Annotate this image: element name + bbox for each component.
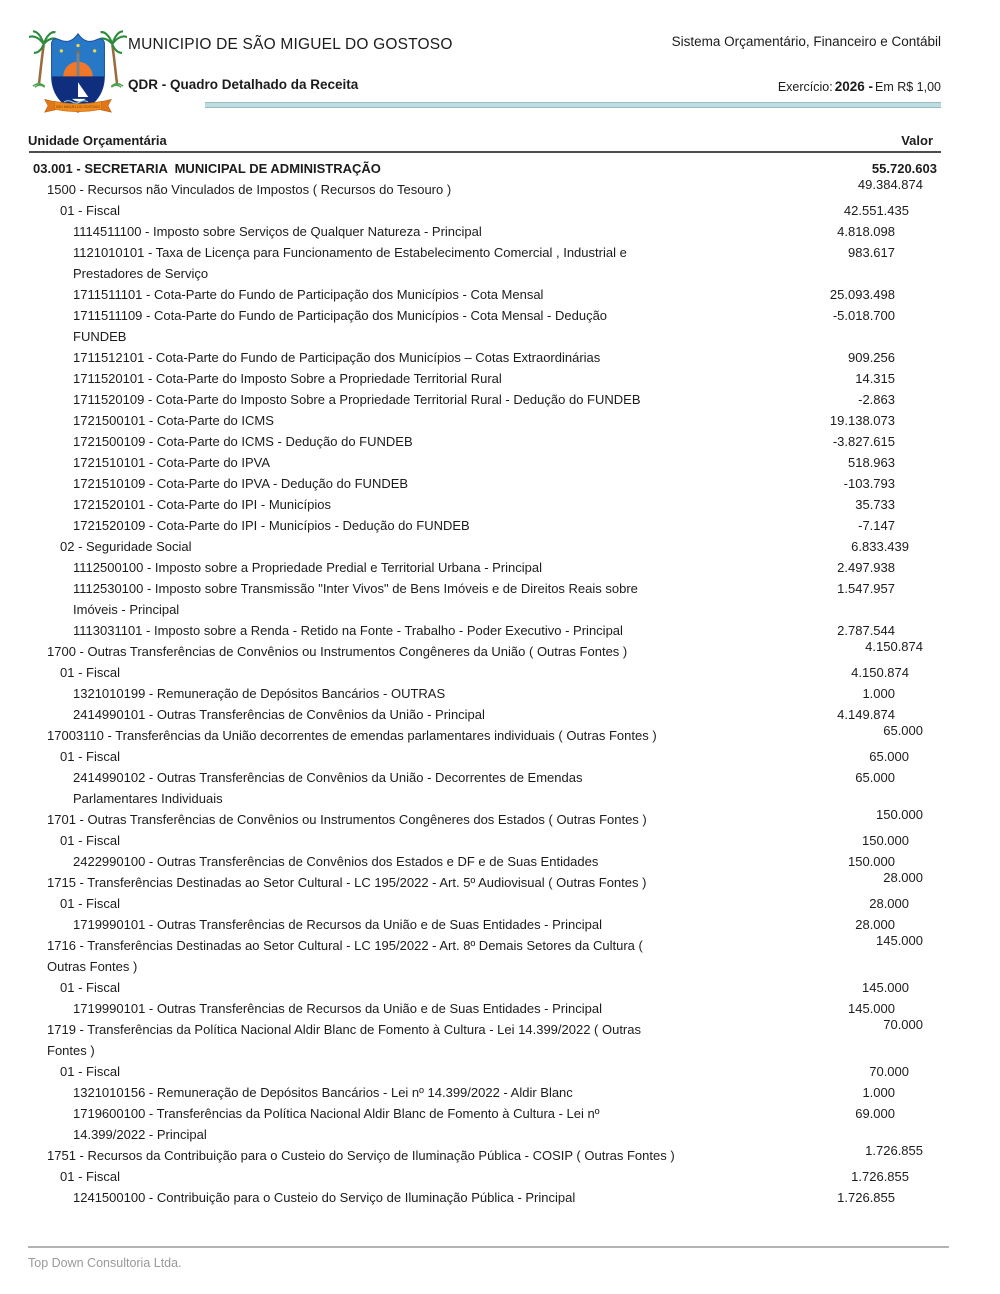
row-label bbox=[28, 452, 941, 473]
row-label bbox=[28, 347, 941, 368]
table-row bbox=[28, 1103, 941, 1145]
table-row bbox=[28, 935, 941, 977]
table-row bbox=[28, 767, 941, 809]
row-label-line1: 1321010156 - Remuneração de Depósitos Bancários - Lei nº 14.399/2022 - Aldir Blanc bbox=[73, 1085, 573, 1100]
row-label-line1: 1716 - Transferências Destinadas ao Setor Cultural - LC 195/2022 - Art. 8º Demais Setores da Cultura ( bbox=[47, 938, 643, 953]
column-header-value: Valor bbox=[901, 133, 933, 148]
table-row bbox=[28, 851, 941, 872]
row-label-line1: 1719990101 - Outras Transferências de Recursos da União e de Suas Entidades - Principal bbox=[73, 1001, 602, 1016]
row-label-line1: 1711512101 - Cota-Parte do Fundo de Participação dos Municípios – Cotas Extraordinárias bbox=[73, 350, 601, 365]
table-row bbox=[28, 557, 941, 578]
row-value: -5.018.700 bbox=[832, 308, 895, 323]
row-value: 19.138.073 bbox=[829, 413, 895, 428]
table-row bbox=[28, 494, 941, 515]
row-label bbox=[28, 662, 941, 683]
row-value: -103.793 bbox=[843, 476, 895, 491]
row-value: 4.150.874 bbox=[851, 665, 909, 680]
row-label-line1: 01 - Fiscal bbox=[60, 980, 120, 995]
row-label-line2: 14.399/2022 - Principal bbox=[73, 1127, 207, 1142]
table-row bbox=[28, 1187, 941, 1208]
row-label-line1: 1719990101 - Outras Transferências de Recursos da União e de Suas Entidades - Principal bbox=[73, 917, 602, 932]
table-row bbox=[28, 662, 941, 683]
row-label-line1: 1721500109 - Cota-Parte do ICMS - Dedução do FUNDEB bbox=[73, 434, 413, 449]
row-label-line1: 01 - Fiscal bbox=[60, 665, 120, 680]
row-label-line1: 01 - Fiscal bbox=[60, 203, 120, 218]
row-value: -7.147 bbox=[858, 518, 895, 533]
municipality-name: MUNICIPIO DE SÃO MIGUEL DO GOSTOSO bbox=[128, 36, 453, 53]
table-row bbox=[28, 1145, 941, 1166]
row-label bbox=[28, 893, 941, 914]
table-row bbox=[28, 641, 941, 662]
municipal-coat-of-arms-logo bbox=[29, 24, 127, 118]
table-row bbox=[28, 473, 941, 494]
row-value: 4.149.874 bbox=[837, 707, 895, 722]
row-value: 70.000 bbox=[883, 1017, 923, 1032]
table-row bbox=[28, 221, 941, 242]
system-name: Sistema Orçamentário, Financeiro e Contábil bbox=[671, 34, 941, 49]
footer-company: Top Down Consultoria Ltda. bbox=[28, 1256, 182, 1270]
column-header-unit: Unidade Orçamentária bbox=[28, 133, 167, 148]
row-value: 69.000 bbox=[855, 1106, 895, 1121]
row-value: 28.000 bbox=[869, 896, 909, 911]
row-label bbox=[28, 431, 941, 452]
row-label bbox=[28, 746, 941, 767]
row-label bbox=[28, 998, 941, 1019]
table-row bbox=[28, 242, 941, 284]
row-label-line2: Outras Fontes ) bbox=[47, 959, 138, 974]
row-value: 6.833.439 bbox=[851, 539, 909, 554]
row-label bbox=[28, 242, 941, 284]
table-row bbox=[28, 977, 941, 998]
row-label bbox=[28, 557, 941, 578]
row-label-line1: 1241500100 - Contribuição para o Custeio do Serviço de Iluminação Pública - Principal bbox=[73, 1190, 576, 1205]
row-label bbox=[28, 158, 941, 179]
row-value: 1.726.855 bbox=[865, 1143, 923, 1158]
table-row bbox=[28, 914, 941, 935]
row-label-line1: 1751 - Recursos da Contribuição para o Custeio do Serviço de Iluminação Pública - COSIP ( Outras Fontes ) bbox=[47, 1148, 675, 1163]
exercise-label: Exercício: bbox=[777, 80, 833, 94]
table-row bbox=[28, 893, 941, 914]
row-label bbox=[28, 284, 941, 305]
row-value: 909.256 bbox=[848, 350, 895, 365]
table-row bbox=[28, 305, 941, 347]
row-value: 150.000 bbox=[848, 854, 895, 869]
row-label bbox=[28, 389, 941, 410]
row-label-line1: 1719600100 - Transferências da Política Nacional Aldir Blanc de Fomento à Cultura - Lei nº bbox=[73, 1106, 600, 1121]
footer-rule bbox=[28, 1246, 949, 1248]
row-label bbox=[28, 1145, 941, 1166]
table-row bbox=[28, 809, 941, 830]
svg-text:SÃO MIGUEL DO GOSTOSO: SÃO MIGUEL DO GOSTOSO bbox=[55, 104, 101, 109]
row-label bbox=[28, 725, 941, 746]
row-value: 150.000 bbox=[876, 807, 923, 822]
row-label-line1: 1321010199 - Remuneração de Depósitos Bancários - OUTRAS bbox=[73, 686, 446, 701]
row-label bbox=[28, 1019, 941, 1061]
row-value: -3.827.615 bbox=[832, 434, 895, 449]
row-label bbox=[28, 536, 941, 557]
row-label-line1: 01 - Fiscal bbox=[60, 896, 120, 911]
row-value: 1.726.855 bbox=[851, 1169, 909, 1184]
exercise-line bbox=[778, 79, 941, 94]
row-label bbox=[28, 221, 941, 242]
row-value: 65.000 bbox=[855, 770, 895, 785]
row-label bbox=[28, 641, 941, 662]
row-label bbox=[28, 368, 941, 389]
row-label-line1: 1721500101 - Cota-Parte do ICMS bbox=[73, 413, 274, 428]
row-label-line1: 1113031101 - Imposto sobre a Renda - Retido na Fonte - Trabalho - Poder Executivo - Principal bbox=[73, 623, 623, 638]
table-row bbox=[28, 872, 941, 893]
row-label bbox=[28, 704, 941, 725]
table-row bbox=[28, 1061, 941, 1082]
table-row bbox=[28, 620, 941, 641]
row-value: 518.963 bbox=[848, 455, 895, 470]
row-label-line1: 1711511109 - Cota-Parte do Fundo de Participação dos Municípios - Cota Mensal - Dedução bbox=[73, 308, 608, 323]
row-value: 4.150.874 bbox=[865, 639, 923, 654]
row-label-line1: 02 - Seguridade Social bbox=[60, 539, 192, 554]
row-label bbox=[28, 1187, 941, 1208]
table-row bbox=[28, 1082, 941, 1103]
exercise-year: 2026 - bbox=[834, 79, 873, 94]
row-label bbox=[28, 683, 941, 704]
row-label bbox=[28, 914, 941, 935]
row-label bbox=[28, 410, 941, 431]
table-row bbox=[28, 158, 941, 179]
row-value: 55.720.603 bbox=[871, 161, 937, 176]
row-label-line1: 1711511101 - Cota-Parte do Fundo de Participação dos Municípios - Cota Mensal bbox=[73, 287, 544, 302]
row-value: 4.818.098 bbox=[837, 224, 895, 239]
row-value: 14.315 bbox=[855, 371, 895, 386]
row-label bbox=[28, 767, 941, 809]
table-row bbox=[28, 410, 941, 431]
row-label-line1: 17003110 - Transferências da União decorrentes de emendas parlamentares individuais ( Outras Fontes ) bbox=[47, 728, 657, 743]
row-label-line1: 01 - Fiscal bbox=[60, 749, 120, 764]
row-label bbox=[28, 809, 941, 830]
currency-note: Em R$ 1,00 bbox=[874, 80, 941, 94]
row-value: 35.733 bbox=[855, 497, 895, 512]
row-value: 49.384.874 bbox=[857, 177, 923, 192]
row-label bbox=[28, 935, 941, 977]
row-value: 145.000 bbox=[848, 1001, 895, 1016]
table-row bbox=[28, 431, 941, 452]
row-label bbox=[28, 620, 941, 641]
table-row bbox=[28, 179, 941, 200]
row-label-line2: Imóveis - Principal bbox=[73, 602, 180, 617]
row-label bbox=[28, 830, 941, 851]
row-label-line1: 01 - Fiscal bbox=[60, 1169, 120, 1184]
table-row bbox=[28, 452, 941, 473]
table-row bbox=[28, 368, 941, 389]
table-row bbox=[28, 998, 941, 1019]
row-label bbox=[28, 305, 941, 347]
row-label bbox=[28, 473, 941, 494]
row-label-line1: 1721520109 - Cota-Parte do IPI - Municípios - Dedução do FUNDEB bbox=[73, 518, 470, 533]
row-value: 25.093.498 bbox=[829, 287, 895, 302]
row-label-line2: Fontes ) bbox=[47, 1043, 95, 1058]
row-label bbox=[28, 179, 941, 200]
row-label bbox=[28, 872, 941, 893]
row-label-line1: 1700 - Outras Transferências de Convênios ou Instrumentos Congêneres da União ( Outras Fontes ) bbox=[47, 644, 628, 659]
row-label-line1: 1112530100 - Imposto sobre Transmissão "Inter Vivos" de Bens Imóveis e de Direitos Reais sobre bbox=[73, 581, 638, 596]
row-value: 150.000 bbox=[862, 833, 909, 848]
table-row bbox=[28, 725, 941, 746]
row-label-line1: 1721520101 - Cota-Parte do IPI - Municípios bbox=[73, 497, 331, 512]
table-row bbox=[28, 683, 941, 704]
row-value: 28.000 bbox=[883, 870, 923, 885]
row-label-line1: 1721510101 - Cota-Parte do IPVA bbox=[73, 455, 271, 470]
row-label bbox=[28, 515, 941, 536]
row-label-line1: 2414990101 - Outras Transferências de Convênios da União - Principal bbox=[73, 707, 485, 722]
row-label bbox=[28, 851, 941, 872]
table-row bbox=[28, 1019, 941, 1061]
row-value: 42.551.435 bbox=[843, 203, 909, 218]
table-header-rule bbox=[29, 151, 941, 153]
report-title: QDR - Quadro Detalhado da Receita bbox=[128, 77, 359, 92]
row-label-line1: 1721510109 - Cota-Parte do IPVA - Dedução do FUNDEB bbox=[73, 476, 409, 491]
row-label-line2: Parlamentares Individuais bbox=[73, 791, 223, 806]
row-value: 70.000 bbox=[869, 1064, 909, 1079]
row-label-line1: 1719 - Transferências da Política Nacional Aldir Blanc de Fomento à Cultura - Lei 14.399/2022 ( Outras bbox=[47, 1022, 641, 1037]
row-value: -2.863 bbox=[858, 392, 895, 407]
row-label-line1: 1114511100 - Imposto sobre Serviços de Qualquer Natureza - Principal bbox=[73, 224, 482, 239]
row-label bbox=[28, 494, 941, 515]
row-value: 28.000 bbox=[855, 917, 895, 932]
row-value: 2.497.938 bbox=[837, 560, 895, 575]
row-label-line1: 1112500100 - Imposto sobre a Propriedade Predial e Territorial Urbana - Principal bbox=[73, 560, 542, 575]
table-row bbox=[28, 389, 941, 410]
row-label-line1: 1711520109 - Cota-Parte do Imposto Sobre a Propriedade Territorial Rural - Dedução do FUNDEB bbox=[73, 392, 641, 407]
row-label bbox=[28, 1061, 941, 1082]
row-value: 1.000 bbox=[862, 686, 895, 701]
row-label-line1: 1121010101 - Taxa de Licença para Funcionamento de Estabelecimento Comercial , Industrial e bbox=[73, 245, 627, 260]
row-label bbox=[28, 1166, 941, 1187]
table-row bbox=[28, 578, 941, 620]
row-value: 65.000 bbox=[883, 723, 923, 738]
row-label bbox=[28, 200, 941, 221]
lighthouse-icon bbox=[77, 52, 80, 77]
row-value: 1.000 bbox=[862, 1085, 895, 1100]
row-label bbox=[28, 578, 941, 620]
row-label-line1: 2422990100 - Outras Transferências de Convênios dos Estados e DF e de Suas Entidades bbox=[73, 854, 599, 869]
row-label-line1: 1715 - Transferências Destinadas ao Setor Cultural - LC 195/2022 - Art. 5º Audiovisual ( Outras Fontes ) bbox=[47, 875, 647, 890]
table-row bbox=[28, 536, 941, 557]
row-value: 1.547.957 bbox=[837, 581, 895, 596]
table-body bbox=[28, 158, 941, 1208]
row-value: 2.787.544 bbox=[837, 623, 895, 638]
row-value: 145.000 bbox=[876, 933, 923, 948]
row-label-line1: 03.001 - SECRETARIA MUNICIPAL DE ADMINISTRAÇÃO bbox=[33, 161, 381, 176]
row-label-line1: 1500 - Recursos não Vinculados de Impostos ( Recursos do Tesouro ) bbox=[47, 182, 452, 197]
row-value: 1.726.855 bbox=[837, 1190, 895, 1205]
header-divider bbox=[205, 102, 941, 108]
table-row bbox=[28, 704, 941, 725]
table-row bbox=[28, 746, 941, 767]
table-row bbox=[28, 200, 941, 221]
row-value: 65.000 bbox=[869, 749, 909, 764]
row-label bbox=[28, 977, 941, 998]
row-value: 145.000 bbox=[862, 980, 909, 995]
row-value: 983.617 bbox=[848, 245, 895, 260]
row-label-line2: Prestadores de Serviço bbox=[73, 266, 209, 281]
row-label bbox=[28, 1082, 941, 1103]
row-label-line2: FUNDEB bbox=[73, 329, 127, 344]
row-label bbox=[28, 1103, 941, 1145]
table-row bbox=[28, 830, 941, 851]
table-row bbox=[28, 1166, 941, 1187]
row-label-line1: 1711520101 - Cota-Parte do Imposto Sobre a Propriedade Territorial Rural bbox=[73, 371, 502, 386]
row-label-line1: 1701 - Outras Transferências de Convênios ou Instrumentos Congêneres dos Estados ( Outras Fontes ) bbox=[47, 812, 647, 827]
table-row bbox=[28, 284, 941, 305]
row-label-line1: 01 - Fiscal bbox=[60, 1064, 120, 1079]
table-row bbox=[28, 347, 941, 368]
table-row bbox=[28, 515, 941, 536]
row-label-line1: 01 - Fiscal bbox=[60, 833, 120, 848]
row-label-line1: 2414990102 - Outras Transferências de Convênios da União - Decorrentes de Emendas bbox=[73, 770, 583, 785]
